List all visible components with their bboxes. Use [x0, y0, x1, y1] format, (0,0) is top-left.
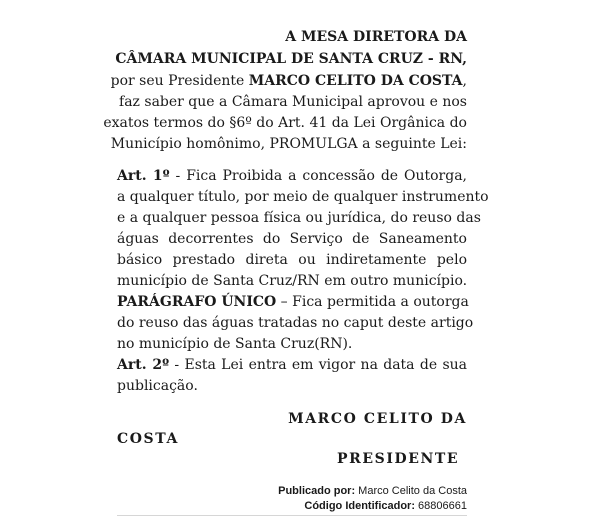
published-label: Publicado por: — [278, 485, 356, 497]
header-line-2: CÂMARA MUNICIPAL DE SANTA CRUZ - RN, — [115, 51, 467, 67]
art2-line-1 — [117, 355, 467, 375]
code-label: Código Identificador: — [304, 500, 415, 512]
art2-label: Art. 2º — [117, 357, 170, 373]
paragrafo-line-3: no município de Santa Cruz(RN). — [117, 336, 353, 352]
identifier-code — [304, 499, 467, 513]
paragrafo-line-1-text: – Fica permitida a outorga — [276, 294, 469, 310]
art1-line-1 — [117, 166, 467, 186]
art1-line-5: básico prestado direta ou indiretamente pelo — [117, 252, 467, 268]
art1-label: Art. 1º — [117, 168, 170, 184]
header-prefix: por seu Presidente — [110, 73, 249, 89]
header-line-4: faz saber que a Câmara Municipal aprovou e nos — [119, 94, 467, 110]
bottom-divider — [117, 515, 467, 516]
header-line-5: exatos termos do §6º do Art. 41 da Lei Orgânica do — [103, 115, 467, 131]
signature-name-part-2: COSTA — [117, 431, 179, 447]
paragrafo-line-2: do reuso das águas tratadas no caput deste artigo — [117, 315, 474, 331]
art2-line-1-text: - Esta Lei entra em vigor na data de sua — [169, 357, 467, 373]
art1-line-4: águas decorrentes do Serviço de Saneamento — [117, 231, 467, 247]
art1-line-1-text: - Fica Proibida a concessão de Outorga, — [169, 168, 467, 184]
signature-title: PRESIDENTE — [337, 451, 460, 467]
header-line-6: Município homônimo, PROMULGA a seguinte Lei: — [110, 136, 467, 152]
art1-line-2: a qualquer título, por meio de qualquer instrumento — [117, 189, 489, 205]
president-name: MARCO CELITO DA COSTA — [248, 73, 463, 89]
published-value: Marco Celito da Costa — [355, 485, 467, 497]
paragrafo-label: PARÁGRAFO ÚNICO — [117, 294, 277, 310]
art2-line-2: publicação. — [117, 378, 198, 394]
paragrafo-line-1 — [117, 292, 467, 312]
art1-line-6: município de Santa Cruz/RN em outro município. — [117, 273, 468, 289]
header-comma: , — [462, 73, 467, 89]
signature-name-part-1: MARCO CELITO DA — [288, 411, 467, 427]
header-line-1: A MESA DIRETORA DA — [285, 29, 467, 45]
code-value: 68806661 — [415, 500, 467, 512]
published-by — [278, 484, 467, 498]
art1-line-3: e a qualquer pessoa física ou jurídica, do reuso das — [117, 210, 481, 226]
header-line-3 — [111, 71, 467, 91]
